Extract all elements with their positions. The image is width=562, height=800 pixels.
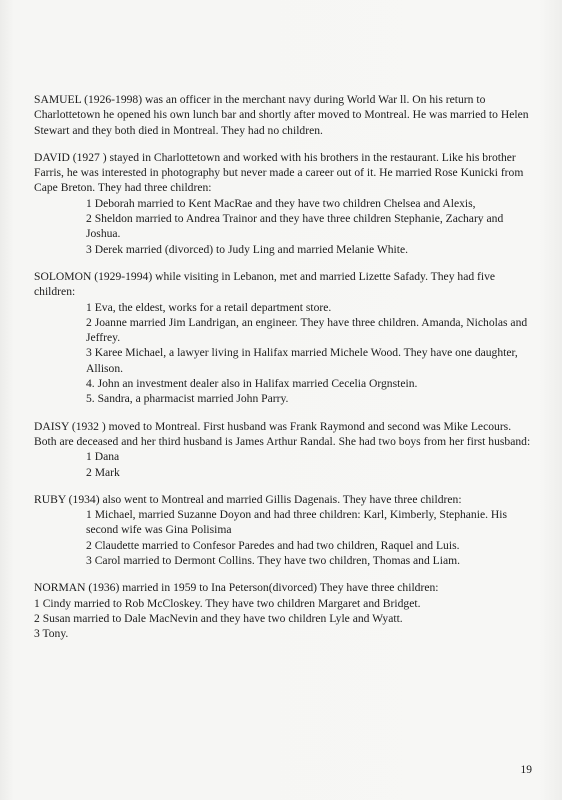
paragraph-text: DAVID (1927 ) stayed in Charlottetown and worked with his brothers in the restaurant. Like his brother Farris, he was interested in photography but never made a career out of it. He married Rose Kunicki from Cape Breton. They had three children:: [34, 150, 524, 195]
children-list: [86, 300, 534, 407]
child-entry: 1 Cindy married to Rob McCloskey. They have two children Margaret and Bridget.: [34, 596, 421, 610]
page-body: [34, 92, 534, 654]
paragraph-ruby: [34, 492, 534, 568]
paragraph-text: RUBY (1934) also went to Montreal and married Gillis Dagenais. They have three children:: [34, 492, 462, 506]
paragraph-samuel: [34, 92, 534, 138]
child-entry: 2 Joanne married Jim Landrigan, an engineer. They have three children. Amanda, Nicholas and Jeffrey.: [86, 315, 528, 345]
child-entry: 3 Tony.: [34, 627, 69, 641]
children-list: [86, 507, 534, 568]
child-entry: 1 Dana: [86, 450, 120, 464]
child-entry: 3 Carol married to Dermont Collins. They have two children, Thomas and Liam.: [86, 554, 461, 568]
child-entry: 2 Sheldon married to Andrea Trainor and they have three children Stephanie, Zachary and Joshua.: [86, 212, 504, 241]
children-list: [86, 449, 534, 480]
paragraph-daisy: [34, 419, 534, 480]
children-list: [86, 196, 534, 257]
child-entry: 3 Derek married (divorced) to Judy Ling and married Melanie White.: [86, 242, 409, 256]
paragraph-text: SOLOMON (1929-1994) while visiting in Lebanon, met and married Lizette Safady. They had five children:: [34, 269, 496, 299]
child-entry: 2 Claudette married to Confesor Paredes and had two children, Raquel and Luis.: [86, 538, 460, 552]
child-entry: 3 Karee Michael, a lawyer living in Halifax married Michele Wood. They have one daughter, Allison.: [86, 346, 518, 375]
page-number: 19: [520, 764, 532, 776]
paragraph-norman: [34, 580, 534, 641]
child-entry: 1 Deborah married to Kent MacRae and they have two children Chelsea and Alexis,: [86, 196, 476, 210]
paragraph-text: SAMUEL (1926-1998) was an officer in the merchant navy during World War ll. On his return to Charlottetown he opened his own lunch bar and shortly after moved to Montreal. He was married to Helen Stewart and they both died in Montreal. They had no children.: [34, 93, 529, 137]
paragraph-text: DAISY (1932 ) moved to Montreal. First husband was Frank Raymond and second was Mike Lecours. Both are deceased and her third husband is James Arthur Randal. She had two boys from her first husband:: [34, 419, 531, 448]
child-entry: 5. Sandra, a pharmacist married John Parry.: [86, 392, 289, 406]
child-entry: 2 Susan married to Dale MacNevin and they have two children Lyle and Wyatt.: [34, 611, 403, 625]
paragraph-text: NORMAN (1936) married in 1959 to Ina Peterson(divorced) They have three children:: [34, 581, 439, 595]
child-entry: 2 Mark: [86, 465, 120, 479]
paragraph-solomon: [34, 269, 534, 407]
child-entry: 1 Michael, married Suzanne Doyon and had three children: Karl, Kimberly, Stephanie. His second wife was Gina Polisima: [86, 508, 508, 537]
child-entry: 4. John an investment dealer also in Halifax married Cecelia Orgnstein.: [86, 377, 418, 391]
paragraph-david: [34, 150, 534, 257]
child-entry: 1 Eva, the eldest, works for a retail department store.: [86, 300, 332, 314]
